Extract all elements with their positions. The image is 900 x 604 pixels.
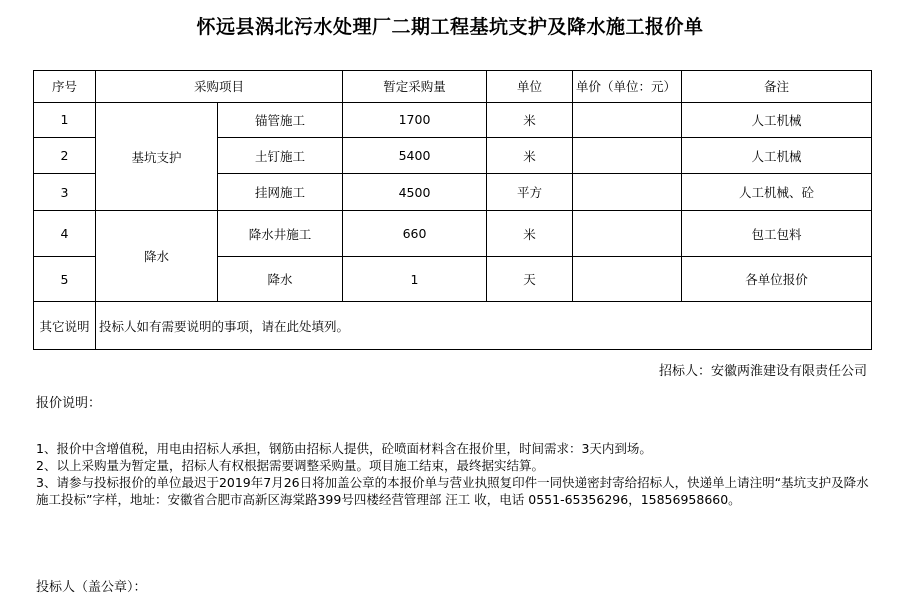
other-notes-label: 其它说明 bbox=[34, 302, 96, 350]
row-qty: 1 bbox=[343, 257, 487, 302]
row-item-name: 土钉施工 bbox=[218, 138, 343, 174]
row-price bbox=[573, 138, 682, 174]
table-row bbox=[34, 211, 872, 257]
bidder-seal-label: 投标人（盖公章）： bbox=[36, 580, 147, 595]
row-seq: 3 bbox=[34, 173, 96, 211]
row-remark: 包工包料 bbox=[682, 211, 872, 257]
list-item: 2、以上采购量为暂定量，招标人有权根据需要调整采购量。项目施工结束，最终据实结算。 bbox=[36, 458, 544, 473]
header-price: 单价（单位：元） bbox=[573, 71, 682, 103]
other-notes-row bbox=[34, 302, 872, 350]
row-unit: 米 bbox=[487, 138, 573, 174]
quote-notes-list bbox=[36, 440, 876, 508]
header-item: 采购项目 bbox=[96, 71, 343, 103]
row-price bbox=[573, 102, 682, 138]
header-qty: 暂定采购量 bbox=[343, 71, 487, 103]
header-unit: 单位 bbox=[487, 71, 573, 103]
row-unit: 天 bbox=[487, 257, 573, 302]
table-header-row bbox=[34, 71, 872, 103]
row-item-name: 挂网施工 bbox=[218, 173, 343, 211]
header-seq: 序号 bbox=[34, 71, 96, 103]
list-item: 1、报价中含增值税，用电由招标人承担，钢筋由招标人提供，砼喷面材料含在报价里，时间需求：3天内到场。 bbox=[36, 441, 652, 456]
row-remark: 人工机械、砼 bbox=[682, 173, 872, 211]
document-title: 怀远县涡北污水处理厂二期工程基坑支护及降水施工报价单 bbox=[196, 16, 704, 38]
row-seq: 5 bbox=[34, 257, 96, 302]
row-unit: 米 bbox=[487, 211, 573, 257]
tenderer-signature: 招标人：安徽两淮建设有限责任公司 bbox=[658, 364, 867, 379]
row-qty: 4500 bbox=[343, 173, 487, 211]
group-label: 降水 bbox=[96, 211, 218, 302]
row-unit: 米 bbox=[487, 102, 573, 138]
row-remark: 人工机械 bbox=[682, 138, 872, 174]
quote-notes-heading: 报价说明： bbox=[36, 396, 102, 411]
row-price bbox=[573, 173, 682, 211]
row-remark: 人工机械 bbox=[682, 102, 872, 138]
row-price bbox=[573, 211, 682, 257]
row-item-name: 降水 bbox=[218, 257, 343, 302]
row-item-name: 锚管施工 bbox=[218, 102, 343, 138]
row-qty: 660 bbox=[343, 211, 487, 257]
row-item-name: 降水井施工 bbox=[218, 211, 343, 257]
group-label: 基坑支护 bbox=[96, 102, 218, 211]
row-seq: 2 bbox=[34, 138, 96, 174]
row-seq: 1 bbox=[34, 102, 96, 138]
row-price bbox=[573, 257, 682, 302]
quote-table bbox=[33, 70, 872, 350]
row-remark: 各单位报价 bbox=[682, 257, 872, 302]
row-qty: 5400 bbox=[343, 138, 487, 174]
row-unit: 平方 bbox=[487, 173, 573, 211]
table-row bbox=[34, 102, 872, 138]
list-item: 3、请参与投标报价的单位最迟于2019年7月26日将加盖公章的本报价单与营业执照复印件一同快递密封寄给招标人，快递单上请注明“基坑支护及降水施工投标”字样，地址：安徽省合肥市高新区海棠路399号四楼经营管理部 汪工 收，电话 0551-65356296，15856958660。 bbox=[36, 475, 869, 507]
header-remark: 备注 bbox=[682, 71, 872, 103]
other-notes-text: 投标人如有需要说明的事项，请在此处填列。 bbox=[96, 302, 872, 350]
row-qty: 1700 bbox=[343, 102, 487, 138]
row-seq: 4 bbox=[34, 211, 96, 257]
